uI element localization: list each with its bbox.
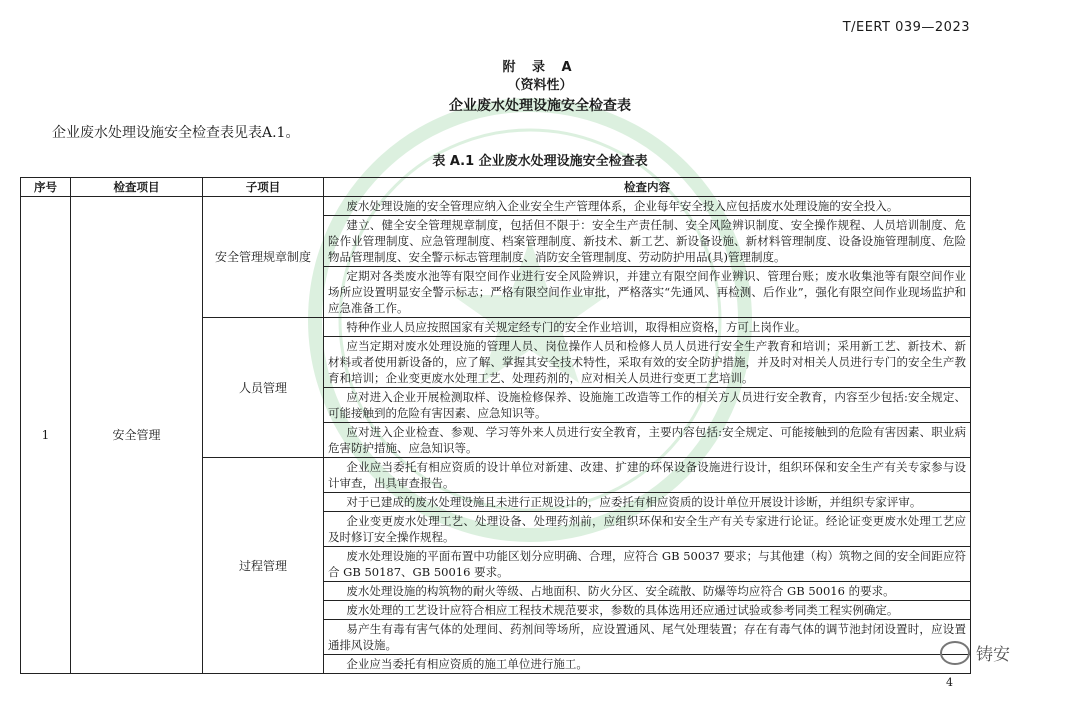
logo-text: 铸安 [976,645,1010,665]
chat-bubble-icon [940,641,970,665]
appendix-title: 企业废水处理设施安全检查表 [449,98,631,114]
wechat-logo [940,640,1010,665]
check-content: 应当定期对废水处理设施的管理人员、岗位操作人员和检修人员人员进行安全生产教育和培训；采用新工艺、新技术、新材料或者使用新设备的，应了解、掌握其安全技术特性，采取有效的安全防护措施，并及时对相关人员进行专门的安全生产教育和培训；企业变更废水处理工艺、处理药剂的，应对相关人员进行变更工艺培训。 [324,337,971,388]
header-content: 检查内容 [324,178,971,197]
page-number: 4 [946,676,953,689]
check-content: 企业应当委托有相应资质的施工单位进行施工。 [324,655,971,674]
check-content: 特种作业人员应按照国家有关规定经专门的安全作业培训，取得相应资格，方可上岗作业。 [324,318,971,337]
table-header-row [21,178,971,197]
table-caption: 表 A.1 企业废水处理设施安全检查表 [432,154,648,169]
subitem-process: 过程管理 [203,458,324,674]
appendix-nature: （资料性） [507,78,573,93]
check-item: 安全管理 [71,197,203,674]
check-content: 应对进入企业开展检测取样、设施检修保养、设施施工改造等工作的相关方人员进行安全教育，内容至少包括:安全规定、可能接触到的危险有害因素、应急知识等。 [324,388,971,423]
subitem-rules: 安全管理规章制度 [203,197,324,318]
check-content: 易产生有毒有害气体的处理间、药剂间等场所，应设置通风、尾气处理装置；存在有毒气体的调节池封闭设置时，应设置通排风设施。 [324,620,971,655]
check-content: 建立、健全安全管理规章制度，包括但不限于：安全生产责任制、安全风险辨识制度、安全操作规程、人员培训制度、危险作业管理制度、应急管理制度、档案管理制度、新技术、新工艺、新设备设施、新材料管理制度、设备设施管理制度、危险物品管理制度、安全警示标志管理制度、消防安全管理制度、劳动防护用品(具)管理制度。 [324,216,971,267]
standard-code: T/EERT 039—2023 [842,20,970,35]
check-content: 废水处理设施的安全管理应纳入企业安全生产管理体系，企业每年安全投入应包括废水处理设施的安全投入。 [324,197,971,216]
check-content: 废水处理设施的平面布置中功能区划分应明确、合理，应符合 GB 50037 要求；与其他建（构）筑物之间的安全间距应符合 GB 50187、GB 50016 要求。 [324,547,971,582]
intro-paragraph: 企业废水处理设施安全检查表见表A.1。 [52,125,300,141]
safety-check-table [20,177,971,674]
check-content: 废水处理设施的构筑物的耐火等级、占地面积、防火分区、安全疏散、防爆等均应符合 GB 50016 的要求。 [324,582,971,601]
check-content: 废水处理的工艺设计应符合相应工程技术规范要求，参数的具体选用还应通过试验或参考同类工程实例确定。 [324,601,971,620]
row-number: 1 [21,197,71,674]
appendix-label: 附 录 A [502,60,578,75]
check-content: 对于已建成的废水处理设施且未进行正规设计的，应委托有相应资质的设计单位开展设计诊断，并组织专家评审。 [324,493,971,512]
check-content: 定期对各类废水池等有限空间作业进行安全风险辨识，并建立有限空间作业辨识、管理台账；废水收集池等有限空间作业场所应设置明显安全警示标志；严格有限空间作业审批，严格落实“先通风、再检测、后作业”，强化有限空间作业现场监护和应急准备工作。 [324,267,971,318]
table-row [21,197,971,216]
check-content: 企业应当委托有相应资质的设计单位对新建、改建、扩建的环保设备设施进行设计，组织环保和安全生产有关专家参与设计审查，出具审查报告。 [324,458,971,493]
header-subitem: 子项目 [203,178,324,197]
check-content: 企业变更废水处理工艺、处理设备、处理药剂前，应组织环保和安全生产有关专家进行论证。经论证变更废水处理工艺应及时修订安全操作规程。 [324,512,971,547]
subitem-personnel: 人员管理 [203,318,324,458]
check-content: 应对进入企业检查、参观、学习等外来人员进行安全教育，主要内容包括:安全规定、可能接触到的危险有害因素、职业病危害防护措施、应急知识等。 [324,423,971,458]
header-item: 检查项目 [71,178,203,197]
header-num: 序号 [21,178,71,197]
